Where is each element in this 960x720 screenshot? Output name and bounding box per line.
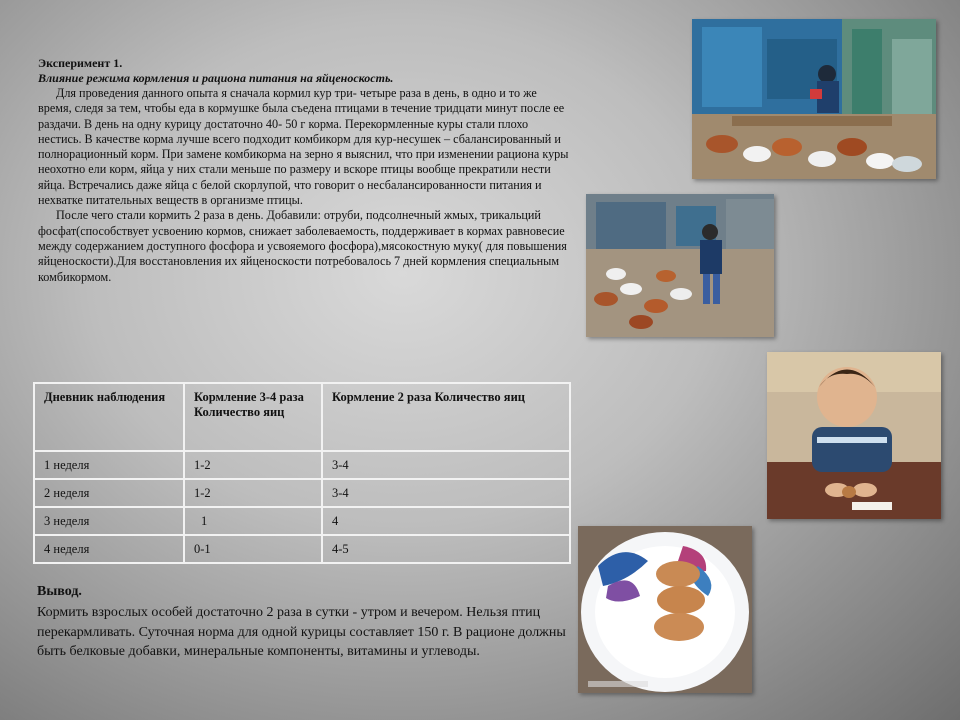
photo-boy-with-egg bbox=[767, 352, 941, 519]
table-header-feeding-2: Кормление 2 раза Количество яиц bbox=[322, 383, 570, 451]
table-cell-week: 1 неделя bbox=[34, 451, 184, 479]
experiment-subtitle: Влияние режима кормления и рациона питания на яйценоскость. bbox=[38, 71, 394, 85]
table-cell-week: 4 неделя bbox=[34, 535, 184, 563]
experiment-title: Эксперимент 1. bbox=[38, 56, 123, 70]
conclusion-heading: Вывод. bbox=[37, 584, 82, 599]
photo-eggs-on-plate bbox=[578, 526, 752, 693]
table-cell-eggs-2: 4-5 bbox=[322, 535, 570, 563]
table-row bbox=[34, 479, 570, 507]
paragraph-1: Для проведения данного опыта я сначала кормил кур три- четыре раза в день, в одно и то же время, следя за тем, чтобы еда в кормушке была съедена птицами в течение тридцати минут после ее раздачи. В день на одну курицу достаточно 40- 50 г корма. Перекормленные куры стали плохо нестись. В качестве корма лучше всего подходит комбикорм для кур-несушек – сбалансированный и полнорационный корм. При замене комбикорма на зерно я выяснил, что при изменении рациона куры неохотно ели корм, яйца у них стали меньше по размеру и вскоре птицы вообще прекратили нести яйца. Встречались даже яйца с белой скорлупой, что говорит о несбалансированности питания и нехватке питательных веществ в организме птицы. bbox=[38, 86, 569, 208]
table-header-feeding-3-4: Кормление 3-4 раза Количество яиц bbox=[184, 383, 322, 451]
table-cell-eggs-3-4: 1-2 bbox=[184, 479, 322, 507]
observation-table bbox=[33, 382, 571, 564]
photo-boy-feeding-chickens-coop bbox=[692, 19, 936, 179]
table-row bbox=[34, 507, 570, 535]
table-row bbox=[34, 451, 570, 479]
paragraph-2: После чего стали кормить 2 раза в день. Добавили: отруби, подсолнечный жмых, трикальций фосфат(способствует усвоению кормов, снижает заболеваемость, поддерживает в кормах равновесие между содержанием доступного фосфора и усвояемого фосфора),мясокостную муку( для повышения яйценоскости).Для восстановления их яйценоскости потребовалось 7 дней кормления специальным комбикормом. bbox=[38, 208, 567, 284]
table-header-diary: Дневник наблюдения bbox=[34, 383, 184, 451]
table-cell-eggs-3-4: 1 bbox=[184, 507, 322, 535]
table-header-row bbox=[34, 383, 570, 451]
table-cell-week: 2 неделя bbox=[34, 479, 184, 507]
table-cell-eggs-3-4: 0-1 bbox=[184, 535, 322, 563]
photo-boy-in-chicken-yard bbox=[586, 194, 774, 337]
table-row bbox=[34, 535, 570, 563]
table-cell-eggs-2: 4 bbox=[322, 507, 570, 535]
table-cell-week: 3 неделя bbox=[34, 507, 184, 535]
experiment-description bbox=[38, 86, 570, 285]
conclusion-text: Кормить взрослых особей достаточно 2 раза в сутки - утром и вечером. Нельзя птиц перекармливать. Суточная норма для одной курицы составляет 150 г. В рационе должны быть белковые добавки, минеральные компоненты, витамины и углеводы. bbox=[37, 605, 566, 659]
table-cell-eggs-2: 3-4 bbox=[322, 451, 570, 479]
table-cell-eggs-2: 3-4 bbox=[322, 479, 570, 507]
table-cell-eggs-3-4: 1-2 bbox=[184, 451, 322, 479]
